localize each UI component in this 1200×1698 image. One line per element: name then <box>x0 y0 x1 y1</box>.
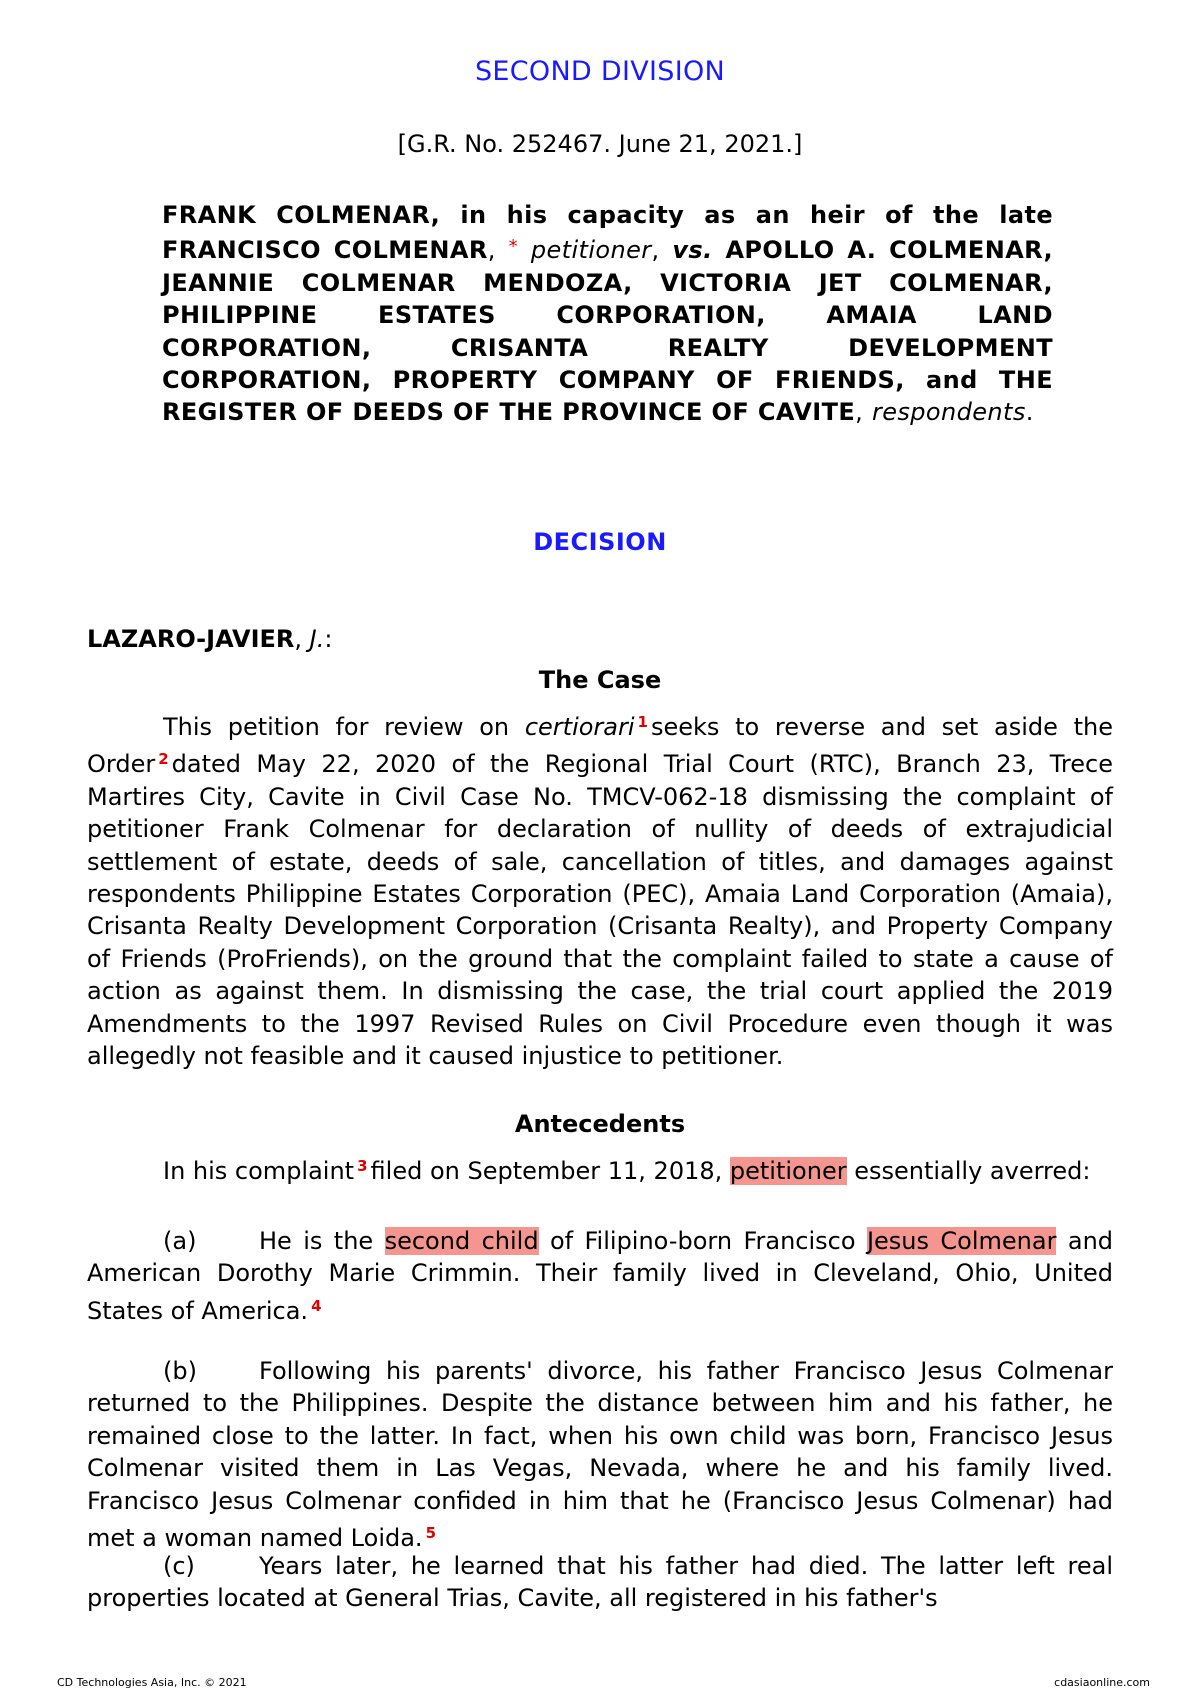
case-caption <box>162 199 1053 429</box>
caption-petitioner-role: petitioner <box>530 236 652 265</box>
caption-comma: , <box>651 236 660 265</box>
caption-versus: vs. <box>672 236 713 265</box>
paragraph-text: In his complaint <box>163 1157 355 1185</box>
paragraph-petition <box>87 706 1113 1072</box>
caption-respondent-names: APOLLO A. COLMENAR, JEANNIE COLMENAR MENDOZA, VICTORIA JET COLMENAR, PHILIPPINE ESTATES CORPORATION, AMAIA LAND CORPORATION, CRISANTA REALTY DEVELOPMENT CORPORATION, PROPERTY COMPANY OF FRIENDS, and THE REGISTER OF DEEDS OF THE PROVINCE OF CAVITE <box>162 236 1054 427</box>
list-item-label: (b) <box>163 1357 197 1385</box>
paragraph-text: and American Dorothy Marie Crimmin. Their family lived in Cleveland, Ohio, United States of America. <box>87 1227 1114 1325</box>
ponente-colon: : <box>324 625 333 653</box>
paragraph-text: of Filipino-born Francisco <box>538 1227 867 1255</box>
section-heading-antecedents: Antecedents <box>514 1110 686 1138</box>
paragraph-complaint <box>87 1150 1113 1187</box>
highlight-petitioner[interactable]: petitioner <box>729 1157 847 1185</box>
footnote-ref-3[interactable]: 3 <box>357 1157 368 1175</box>
list-item-label: (c) <box>163 1552 195 1580</box>
paragraph-text: Years later, he learned that his father had died. The latter left real properties located at General Trias, Cavite, all registered in his father's <box>87 1552 1113 1613</box>
caption-respondents-role: respondents <box>871 398 1026 427</box>
ponente-line <box>87 625 332 653</box>
section-heading-the-case: The Case <box>538 666 662 694</box>
footer-copyright: CD Technologies Asia, Inc. © 2021 <box>57 1676 247 1689</box>
paragraph-text: Following his parents' divorce, his father Francisco Jesus Colmenar returned to the Philippines. Despite the distance between him and his father, he remained close to the latter. In fact, when his own child was born, Francisco Jesus Colmenar visited them in Las Vegas, Nevada, where he and his family lived. Francisco Jesus Colmenar confided in him that he (Francisco Jesus Colmenar) had met a woman named Loida. <box>87 1357 1113 1553</box>
footnote-ref-2[interactable]: 2 <box>158 750 169 769</box>
case-number: [G.R. No. 252467. June 21, 2021.] <box>397 130 803 158</box>
list-item-label: (a) <box>163 1227 197 1255</box>
highlight-second-child[interactable]: second child <box>384 1227 539 1255</box>
paragraph-text: filed on September 11, 2018, <box>370 1157 730 1185</box>
footnote-ref-4[interactable]: 4 <box>311 1296 322 1315</box>
caption-comma: , <box>487 236 496 265</box>
footnote-ref-1[interactable]: 1 <box>637 713 648 731</box>
list-item-b <box>87 1355 1113 1554</box>
division-heading: SECOND DIVISION <box>474 56 726 87</box>
ponente-title: J. <box>309 625 325 653</box>
ponente-separator: , <box>294 625 310 653</box>
caption-comma: , <box>855 398 864 427</box>
caption-period: . <box>1025 398 1034 427</box>
caption-petitioner-name: FRANK COLMENAR, in his capacity as an heir of the late FRANCISCO COLMENAR <box>162 201 1053 265</box>
footer-website: cdasiaonline.com <box>1054 1676 1150 1689</box>
footnote-ref-5[interactable]: 5 <box>425 1524 436 1543</box>
list-item-c <box>87 1550 1113 1615</box>
paragraph-text: He is the <box>259 1227 385 1255</box>
decision-title: DECISION <box>533 528 667 556</box>
paragraph-text: dated May 22, 2020 of the Regional Trial Court (RTC), Branch 23, Trece Martires City, Cavite in Civil Case No. TMCV-062-18 dismissing the complaint of petitioner Frank Colmenar for declaration of nullity of deeds of extrajudicial settlement of estate, deeds of sale, cancellation of titles, and damages against respondents Philippine Estates Corporation (PEC), Amaia Land Corporation (Amaia), Crisanta Realty Development Corporation (Crisanta Realty), and Property Company of Friends (ProFriends), on the ground that the complaint failed to state a cause of action as against them. In dismissing the case, the trial court applied the 2019 Amendments to the 1997 Revised Rules on Civil Procedure even though it was allegedly not feasible and it caused injustice to petitioner. <box>87 750 1113 1071</box>
ponente-name: LAZARO-JAVIER <box>87 625 295 653</box>
caption-asterisk-footnote[interactable]: * <box>508 236 518 258</box>
paragraph-text: seeks to reverse and set aside the Order <box>87 713 1113 779</box>
list-item-a <box>87 1225 1113 1327</box>
paragraph-text: This petition for review on <box>163 713 525 741</box>
certiorari-term: certiorari <box>524 713 635 741</box>
highlight-jesus-colmenar[interactable]: Jesus Colmenar <box>866 1227 1057 1255</box>
paragraph-text: essentially averred: <box>846 1157 1091 1185</box>
